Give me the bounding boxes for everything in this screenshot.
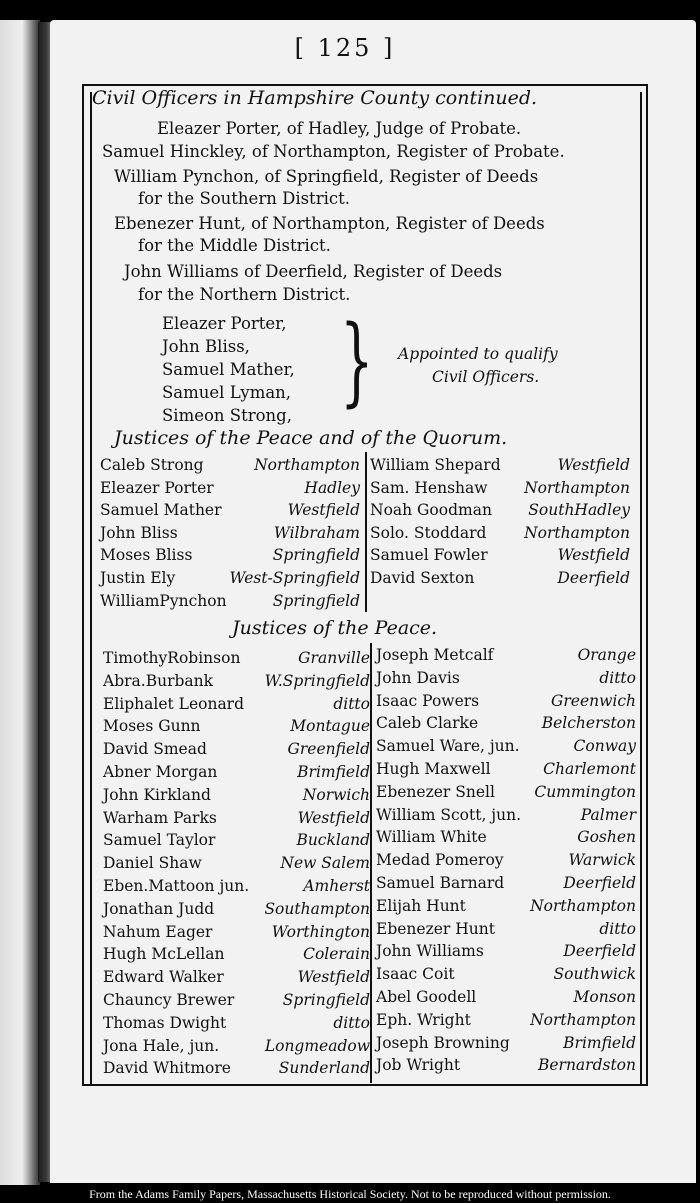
officer-district-south: for the Southern District. [138,189,350,208]
officer-register-deeds-middle: Ebenezer Hunt, of Northampton, Register of Deeds [114,214,545,233]
justice-name: David Whitmore [103,1059,231,1078]
justice-name: Ebenezer Hunt [376,919,495,938]
justice-name: TimothyRobinson [103,649,241,667]
justice-name: John Williams [376,942,484,961]
quorum-justice-name: Noah Goodman [370,501,492,520]
qualifier-note-line2: Civil Officers. [432,368,540,386]
quorum-justice-town: Wilbraham [273,523,360,542]
justice-name: Edward Walker [103,968,224,987]
justice-town: Deerfield [563,942,636,961]
quorum-justice-name: Samuel Mather [100,501,222,520]
justice-town: Westfield [297,968,370,987]
quorum-justice-name: William Shepard [370,456,501,474]
justice-name: Isaac Coit [376,965,455,984]
justice-name: Medad Pomeroy [376,851,504,870]
page-title: Civil Officers in Hampshire County continued. [92,87,538,109]
quorum-justice-town: Springfield [272,591,360,610]
quorum-heading: Justices of the Peace and of the Quorum. [114,427,508,449]
quorum-justice-name: Justin Ely [100,569,176,587]
justice-town: ditto [599,919,636,938]
page-number: [ 125 ] [294,34,396,62]
justice-town: Southampton [264,899,370,918]
justice-name: Abner Morgan [103,763,218,781]
qualifier-name: Samuel Lyman, [162,383,292,402]
qualifier-name: Simeon Strong, [162,406,292,425]
justice-name: Hugh Maxwell [376,760,491,778]
officer-register-deeds-south: William Pynchon, of Springfield, Register of Deeds [114,167,539,186]
quorum-justice-town: SouthHadley [528,501,630,520]
justice-name: William Scott, jun. [376,805,521,824]
quorum-justice-town: Northampton [254,456,360,474]
justice-town: ditto [599,668,636,687]
curly-brace-glyph: } [340,305,374,417]
justice-name: Hugh McLellan [103,945,225,964]
justice-town: Sunderland [278,1059,370,1078]
justice-town: ditto [333,1013,370,1032]
justice-name: Caleb Clarke [376,714,479,733]
quorum-justice-name: Moses Bliss [100,546,193,565]
justice-town: Orange [577,646,636,664]
justice-name: Thomas Dwight [103,1013,227,1032]
justices-column-divider [370,643,372,1083]
justice-town: Charlemont [543,760,636,778]
justice-name: Job Wright [376,1056,461,1075]
quorum-justice-town: Springfield [272,546,360,565]
justice-name: Eben.Mattoon jun. [103,877,250,895]
qualifier-note-line1: Appointed to qualify [398,345,558,363]
justice-town: Conway [573,737,636,756]
quorum-justice-name: Eleazer Porter [100,478,214,497]
justice-name: Samuel Ware, jun. [376,737,520,756]
justice-name: Daniel Shaw [103,854,202,873]
justice-town: Brimfield [297,763,370,781]
quorum-justice-name: Sam. Henshaw [370,478,488,497]
justice-town: Greenwich [550,691,636,710]
quorum-justice-name: Caleb Strong [100,456,204,474]
officer-district-middle: for the Middle District. [138,236,331,255]
facing-page-edge [0,20,40,1185]
justice-name: Joseph Browning [376,1033,510,1052]
justice-name: Elijah Hunt [376,896,466,915]
justice-town: Belcherston [541,714,636,733]
quorum-justice-name: Samuel Fowler [370,546,488,565]
quorum-justice-name: John Bliss [100,523,178,542]
justice-name: Eph. Wright [376,1010,471,1029]
justice-name: William White [376,828,487,847]
officer-register-probate: Samuel Hinckley, of Northampton, Register of Probate. [102,142,565,161]
qualifier-name: John Bliss, [162,337,250,356]
justice-town: ditto [333,694,370,713]
justice-name: Samuel Taylor [103,831,216,850]
justice-town: Norwich [302,785,370,804]
justice-name: Samuel Barnard [376,874,505,892]
justice-name: John Davis [376,668,460,687]
quorum-justice-town: Deerfield [557,569,630,587]
justice-name: Abra.Burbank [103,671,214,690]
justice-town: Northampton [530,1010,636,1029]
justice-town: Goshen [577,828,636,847]
justice-name: David Smead [103,740,207,759]
justice-town: Buckland [296,831,370,850]
quorum-justice-name: David Sexton [370,569,475,587]
justice-town: Springfield [282,991,370,1009]
justice-name: Jona Hale, jun. [103,1036,220,1055]
quorum-justice-name: Solo. Stoddard [370,523,487,542]
quorum-justice-town: Hadley [304,478,360,497]
justice-town: Worthington [271,922,370,941]
justice-name: Ebenezer Snell [376,782,495,801]
justice-name: Eliphalet Leonard [103,694,245,713]
quorum-justice-town: Westfield [557,546,630,565]
justice-name: Nahum Eager [103,922,213,941]
justice-town: Cummington [534,782,636,801]
justice-town: Northampton [530,896,636,915]
justice-town: Longmeadow [264,1036,370,1055]
justice-name: Warham Parks [103,808,217,827]
quorum-justice-town: Northampton [524,478,630,497]
justice-name: Joseph Metcalf [376,646,494,664]
justice-town: Palmer [580,805,636,824]
justice-town: Amherst [303,877,370,895]
archive-credit: From the Adams Family Papers, Massachusetts Historical Society. Not to be reproduced without permission. [0,1185,700,1203]
justice-town: Greenfield [287,740,370,759]
justice-town: Warwick [568,851,636,870]
quorum-justice-town: West-Springfield [229,569,360,587]
quorum-justice-name: WilliamPynchon [100,591,227,610]
justice-town: Deerfield [563,874,636,892]
justice-town: W.Springfield [264,671,370,690]
justice-name: Moses Gunn [103,717,201,736]
quorum-justice-town: Northampton [524,523,630,542]
justice-town: Southwick [553,965,636,984]
qualifier-name: Eleazer Porter, [162,314,287,333]
quorum-column-divider [365,452,367,612]
justice-town: Montague [290,717,370,736]
justice-town: Westfield [297,808,370,827]
justice-name: Jonathan Judd [103,899,215,918]
officer-district-north: for the Northern District. [138,285,351,304]
officer-judge-probate: Eleazer Porter, of Hadley, Judge of Probate. [157,119,522,138]
justice-name: Chauncy Brewer [103,991,235,1009]
quorum-justice-town: Westfield [557,456,630,474]
justice-name: John Kirkland [103,785,211,804]
justice-town: Brimfield [563,1033,636,1052]
justice-town: New Salem [280,854,370,873]
justice-town: Monson [573,988,636,1006]
justices-heading: Justices of the Peace. [232,617,438,639]
justice-town: Colerain [303,945,370,964]
justice-name: Isaac Powers [376,691,480,710]
officer-register-deeds-north: John Williams of Deerfield, Register of Deeds [124,262,503,281]
justice-town: Bernardston [537,1056,636,1075]
justice-name: Abel Goodell [376,988,477,1006]
qualifier-name: Samuel Mather, [162,360,295,379]
quorum-justice-town: Westfield [287,501,360,520]
justice-town: Granville [298,649,370,667]
